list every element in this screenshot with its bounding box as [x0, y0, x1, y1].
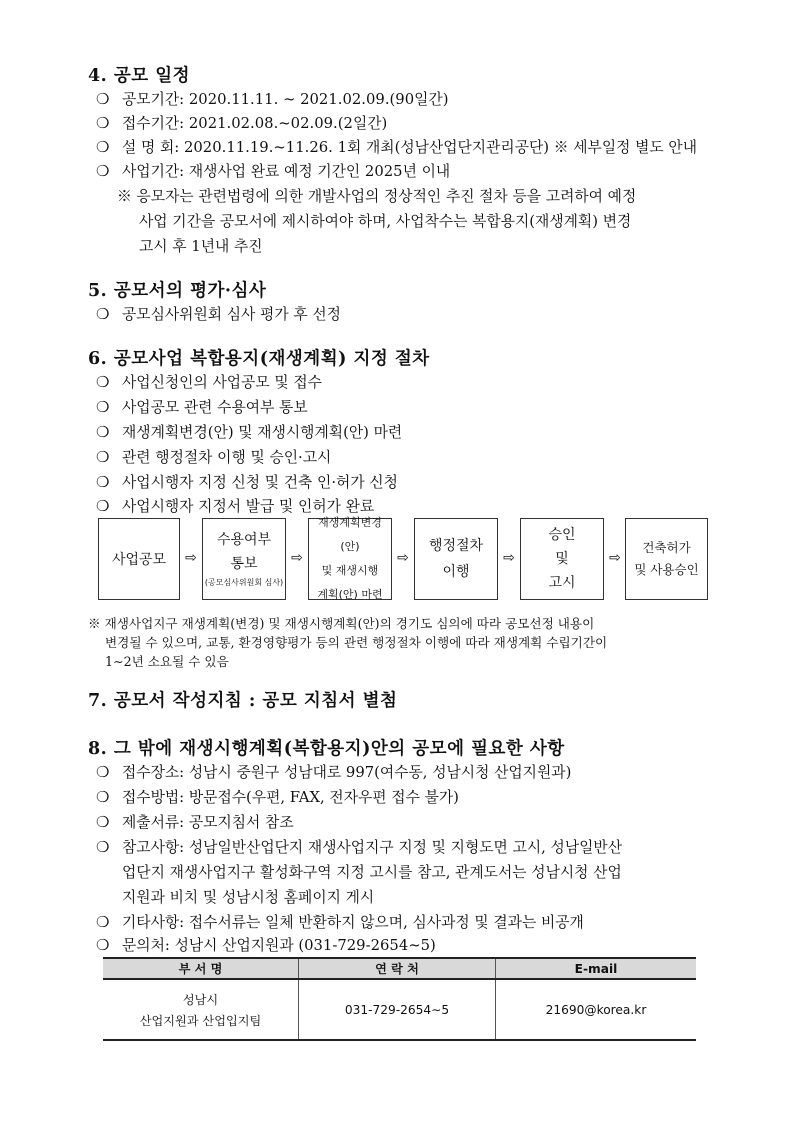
info-line: [96, 913, 584, 933]
receipt-location: 접수장소: 성남시 중원구 성남대로 997(여수동, 성남시청 산업지원과): [122, 764, 572, 781]
schedule-note: ※ 응모자는 관련법령에 의한 개발사업의 정상적인 추진 절차 등을 고려하여 예정: [117, 188, 637, 205]
evaluation-text: 공모심사위원회 심사 평가 후 선정: [122, 306, 341, 323]
circle-bullet-icon: ❍: [96, 115, 110, 132]
note-line: ※ 재생사업지구 재생계획(변경) 및 재생시행계획(안)의 경기도 심의에 따라 공모선정 내용이: [88, 616, 595, 631]
project-period: 사업기간: 재생사업 완료 예정 기간인 2025년 이내: [122, 163, 451, 180]
procedure-step: [96, 448, 331, 468]
note-line: 1∼2년 소요될 수 있음: [105, 654, 229, 669]
col-header-phone: 연 락 처: [299, 958, 496, 979]
circle-bullet-icon: ❍: [96, 139, 110, 156]
flow-arrow-icon: ⇨: [609, 550, 621, 566]
procedure-step-text: 사업시행자 지정서 발급 및 인허가 완료: [122, 498, 375, 515]
contest-period: 공모기간: 2020.11.11. ∼ 2021.02.09.(90일간): [122, 91, 449, 108]
section-7-title: 7. 공모서 작성지침 : 공모 지침서 별첨: [88, 691, 398, 711]
section-5-title: 5. 공모서의 평가·심사: [88, 281, 267, 301]
reference-text: 참고사항: 성남일반산업단지 재생사업지구 지정 및 지형도면 고시, 성남일반산: [122, 839, 623, 856]
flow-arrow-icon: ⇨: [397, 550, 409, 566]
circle-bullet-icon: ❍: [96, 814, 110, 831]
schedule-line: [96, 138, 697, 158]
procedure-step-text: 관련 행정절차 이행 및 승인·고시: [122, 449, 332, 466]
circle-bullet-icon: ❍: [96, 424, 110, 441]
evaluation-line: [96, 305, 341, 325]
circle-bullet-icon: ❍: [96, 839, 110, 856]
procedure-step: [96, 373, 322, 393]
circle-bullet-icon: ❍: [96, 449, 110, 466]
flow-box-label: 통보: [230, 556, 258, 572]
table-row: [103, 979, 696, 1040]
flow-arrow-icon: ⇨: [503, 550, 515, 566]
flow-box-label: 계획(안) 마련: [317, 588, 383, 601]
flow-box-label: 이행: [442, 564, 470, 580]
contact-table: [103, 957, 696, 1041]
dept-cell: [103, 979, 299, 1040]
phone-cell: 031-729-2654∼5: [299, 979, 496, 1040]
flow-box-acceptance-notice: [202, 518, 286, 600]
procedure-note: [88, 614, 607, 671]
flow-box-label: 행정절차: [428, 538, 484, 554]
other-matters: 기타사항: 접수서류는 일체 반환하지 않으며, 심사과정 및 결과는 비공개: [122, 914, 584, 931]
section-6-title: 6. 공모사업 복합용지(재생계획) 지정 절차: [88, 349, 430, 369]
flow-box-label: 재생계획변경(안): [318, 516, 382, 553]
flow-arrow-icon: ⇨: [291, 550, 303, 566]
circle-bullet-icon: ❍: [96, 399, 110, 416]
info-line: [96, 788, 459, 808]
email-cell[interactable]: 21690@korea.kr: [496, 979, 697, 1040]
flow-box-label: 및: [555, 551, 569, 567]
flow-box-regeneration-plan: [308, 518, 392, 600]
flow-box-admin-procedure: [414, 518, 498, 600]
flow-box-label: 및 재생시행: [321, 564, 379, 577]
flow-box-contest: [98, 518, 180, 600]
receipt-period: 접수기간: 2021.02.08.~02.09.(2일간): [122, 115, 388, 132]
circle-bullet-icon: ❍: [96, 374, 110, 391]
info-line: [96, 813, 294, 833]
info-line: [96, 838, 622, 858]
flow-box-approval-notice: [520, 518, 604, 600]
procedure-step-text: 사업공모 관련 수용여부 통보: [122, 399, 308, 416]
schedule-line: [96, 114, 387, 134]
info-line: [96, 763, 571, 783]
procedure-step: [96, 398, 308, 418]
documents: 제출서류: 공모지침서 참조: [122, 814, 294, 831]
receipt-method: 접수방법: 방문접수(우편, FAX, 전자우편 접수 불가): [122, 789, 459, 806]
procedure-step-text: 재생계획변경(안) 및 재생시행계획(안) 마련: [122, 424, 403, 441]
briefing-session: 설 명 회: 2020.11.19.~11.26. 1회 개최(성남산업단지관리공단) ※ 세부일정 별도 안내: [122, 139, 698, 156]
circle-bullet-icon: ❍: [96, 498, 110, 515]
flow-box-label: 건축허가: [642, 540, 691, 555]
dept-team: 산업지원과 산업입지팀: [139, 1013, 262, 1028]
flow-box-sublabel: (공모심사위원회 심사): [204, 578, 284, 587]
section-8-title: 8. 그 밖에 재생시행계획(복합용지)안의 공모에 필요한 사항: [88, 739, 565, 759]
circle-bullet-icon: ❍: [96, 163, 110, 180]
table-header-row: [103, 958, 696, 979]
flow-box-label: 및 사용승인: [634, 562, 699, 577]
note-line: 변경될 수 있으며, 교통, 환경영향평가 등의 관련 행정절차 이행에 따라 재생계획 수립기간이: [105, 635, 608, 650]
procedure-flowchart: [98, 518, 708, 602]
schedule-line: [96, 90, 448, 110]
flow-box-label: 승인: [548, 527, 576, 543]
flow-box-building-permit: [625, 518, 708, 600]
contact: 문의처: 성남시 산업지원과 (031-729-2654∼5): [122, 937, 436, 954]
reference-text: 지원과 비치 및 성남시청 홈페이지 게시: [122, 889, 375, 906]
circle-bullet-icon: ❍: [96, 91, 110, 108]
col-header-dept: 부 서 명: [103, 958, 299, 979]
procedure-step: [96, 473, 398, 493]
reference-text: 업단지 재생사업지구 활성화구역 지정 고시를 참고, 관계도서는 성남시청 산업: [122, 864, 622, 881]
flow-box-label: 고시: [548, 575, 576, 591]
section-4-title: 4. 공모 일정: [88, 66, 191, 86]
circle-bullet-icon: ❍: [96, 474, 110, 491]
procedure-step-text: 사업신청인의 사업공모 및 접수: [122, 374, 322, 391]
flow-box-label: 수용여부: [216, 532, 272, 548]
col-header-email: E-mail: [496, 958, 697, 979]
circle-bullet-icon: ❍: [96, 914, 110, 931]
circle-bullet-icon: ❍: [96, 764, 110, 781]
schedule-line: [96, 162, 450, 182]
circle-bullet-icon: ❍: [96, 789, 110, 806]
procedure-step-text: 사업시행자 지정 신청 및 건축 인·허가 신청: [122, 474, 398, 491]
flow-box-label: 사업공모: [111, 552, 167, 568]
info-line: [96, 936, 436, 956]
flow-arrow-icon: ⇨: [185, 550, 197, 566]
circle-bullet-icon: ❍: [96, 937, 110, 954]
dept-city: 성남시: [182, 992, 219, 1007]
procedure-step: [96, 423, 402, 443]
circle-bullet-icon: ❍: [96, 306, 110, 323]
schedule-note: 고시 후 1년내 추진: [139, 238, 263, 255]
schedule-note: 사업 기간을 공모서에 제시하여야 하며, 사업착수는 복합용지(재생계획) 변경: [139, 213, 632, 230]
